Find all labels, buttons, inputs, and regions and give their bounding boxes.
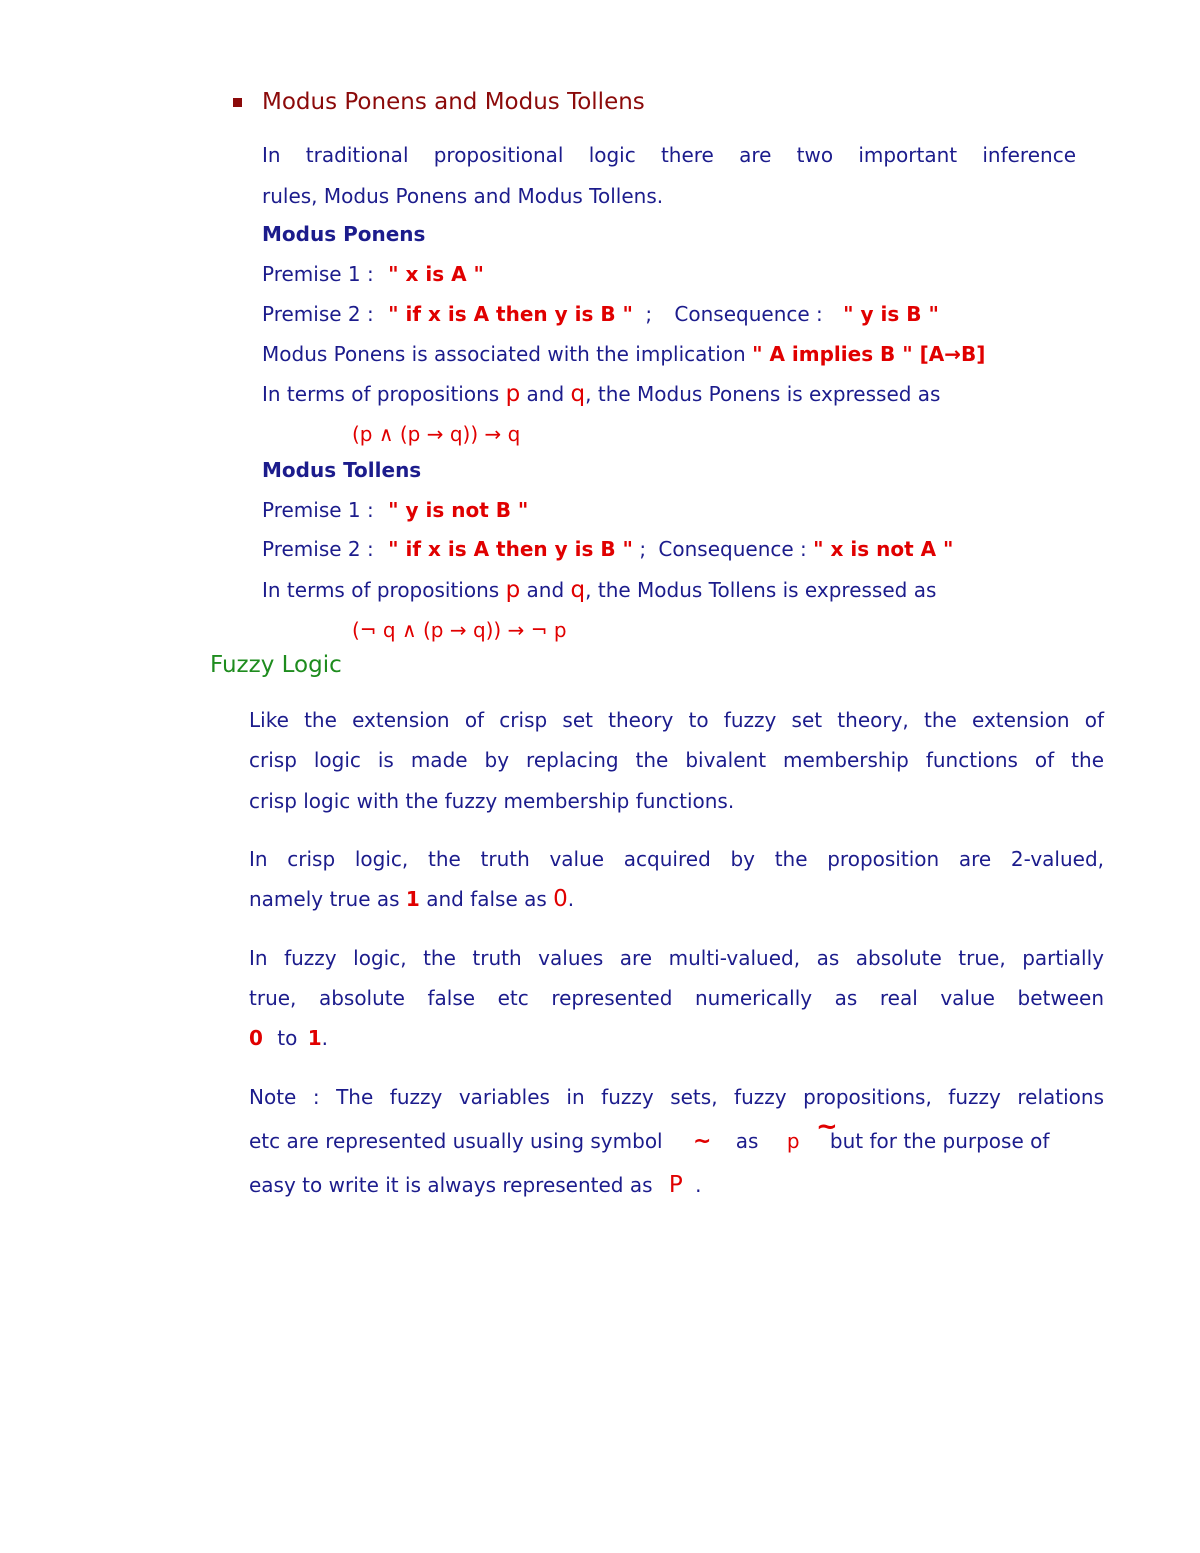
para3-line-1: In fuzzy logic, the truth values are multi-valued, as absolute true, partially	[249, 946, 1104, 970]
value-zero: 0	[553, 886, 568, 912]
consequence-label: Consequence :	[658, 537, 807, 561]
text: and false as	[426, 887, 547, 911]
section-heading: Modus Ponens and Modus Tollens	[262, 89, 645, 115]
text: namely true as	[249, 887, 400, 911]
and-text: and	[526, 382, 565, 406]
intro-line-2: rules, Modus Ponens and Modus Tollens.	[262, 184, 664, 208]
premise-value: " if x is A then y is B "	[388, 302, 633, 326]
symbol-p: p	[505, 381, 521, 407]
mp-association	[262, 342, 985, 366]
value-one: 1	[405, 887, 420, 911]
para3-line-2: true, absolute false etc represented numerically as real value between	[249, 986, 1104, 1010]
and-text: and	[526, 578, 565, 602]
assoc-text: Modus Ponens is associated with the implication	[262, 342, 746, 366]
text: but for the purpose of	[829, 1129, 1050, 1153]
note-line-2	[249, 1129, 1049, 1154]
modus-ponens-title: Modus Ponens	[262, 222, 426, 246]
para2-line-1: In crisp logic, the truth value acquired by the proposition are 2-valued,	[249, 847, 1104, 871]
fuzzy-logic-heading: Fuzzy Logic	[210, 652, 342, 678]
mp-terms	[262, 382, 940, 406]
mt-premise-2	[262, 537, 953, 561]
period: .	[567, 887, 575, 911]
terms-text: , the Modus Tollens is expressed as	[585, 578, 937, 602]
para1-line-3: crisp logic with the fuzzy membership functions.	[249, 789, 735, 813]
text: to	[277, 1026, 298, 1050]
symbol-p: p	[505, 577, 521, 603]
separator: ;	[645, 302, 653, 326]
value-zero: 0	[249, 1026, 263, 1050]
premise-label: Premise 1 :	[262, 498, 374, 522]
para2-line-2	[249, 887, 574, 911]
mt-terms	[262, 578, 936, 602]
terms-text: In terms of propositions	[262, 382, 500, 406]
bullet-square-icon	[233, 98, 242, 107]
modus-tollens-title: Modus Tollens	[262, 458, 422, 482]
separator: ;	[639, 537, 647, 561]
consequence-label: Consequence :	[674, 302, 823, 326]
premise-value: " if x is A then y is B "	[388, 537, 633, 561]
symbol-q: q	[570, 381, 586, 407]
premise-value: " y is not B "	[388, 498, 529, 522]
value-one: 1	[307, 1026, 322, 1050]
assoc-value: " A implies B " [A→B]	[752, 342, 986, 366]
mp-premise-2	[262, 302, 939, 326]
note-line-1: Note : The fuzzy variables in fuzzy sets, fuzzy propositions, fuzzy relations	[249, 1085, 1104, 1109]
premise-value: " x is A "	[388, 262, 484, 286]
symbol-p-tilde: p	[786, 1129, 800, 1153]
symbol-P: P	[668, 1172, 683, 1198]
text: as	[735, 1129, 759, 1153]
terms-text: In terms of propositions	[262, 578, 500, 602]
tilde-over-p-icon: ~	[816, 1112, 838, 1142]
para1-line-2: crisp logic is made by replacing the bivalent membership functions of the	[249, 748, 1104, 772]
terms-text: , the Modus Ponens is expressed as	[585, 382, 941, 406]
premise-label: Premise 2 :	[262, 302, 374, 326]
para1-line-1: Like the extension of crisp set theory to fuzzy set theory, the extension of	[249, 708, 1104, 732]
mt-premise-1	[262, 498, 528, 522]
premise-label: Premise 2 :	[262, 537, 374, 561]
note-line-3	[249, 1173, 701, 1197]
consequence-value: " y is B "	[843, 302, 939, 326]
consequence-value: " x is not A "	[813, 537, 954, 561]
period: .	[321, 1026, 328, 1050]
mp-premise-1	[262, 262, 484, 286]
period: .	[695, 1173, 702, 1197]
intro-line-1: In traditional propositional logic there are two important inference	[262, 143, 1076, 167]
mp-formula: (p ∧ (p → q)) → q	[352, 422, 521, 446]
symbol-q: q	[570, 577, 586, 603]
text: easy to write it is always represented as	[249, 1173, 653, 1197]
tilde-symbol-icon: ~	[692, 1129, 712, 1154]
text: etc are represented usually using symbol	[249, 1129, 663, 1153]
mt-formula: (¬ q ∧ (p → q)) → ¬ p	[352, 618, 567, 642]
premise-label: Premise 1 :	[262, 262, 374, 286]
para3-line-3	[249, 1026, 328, 1050]
